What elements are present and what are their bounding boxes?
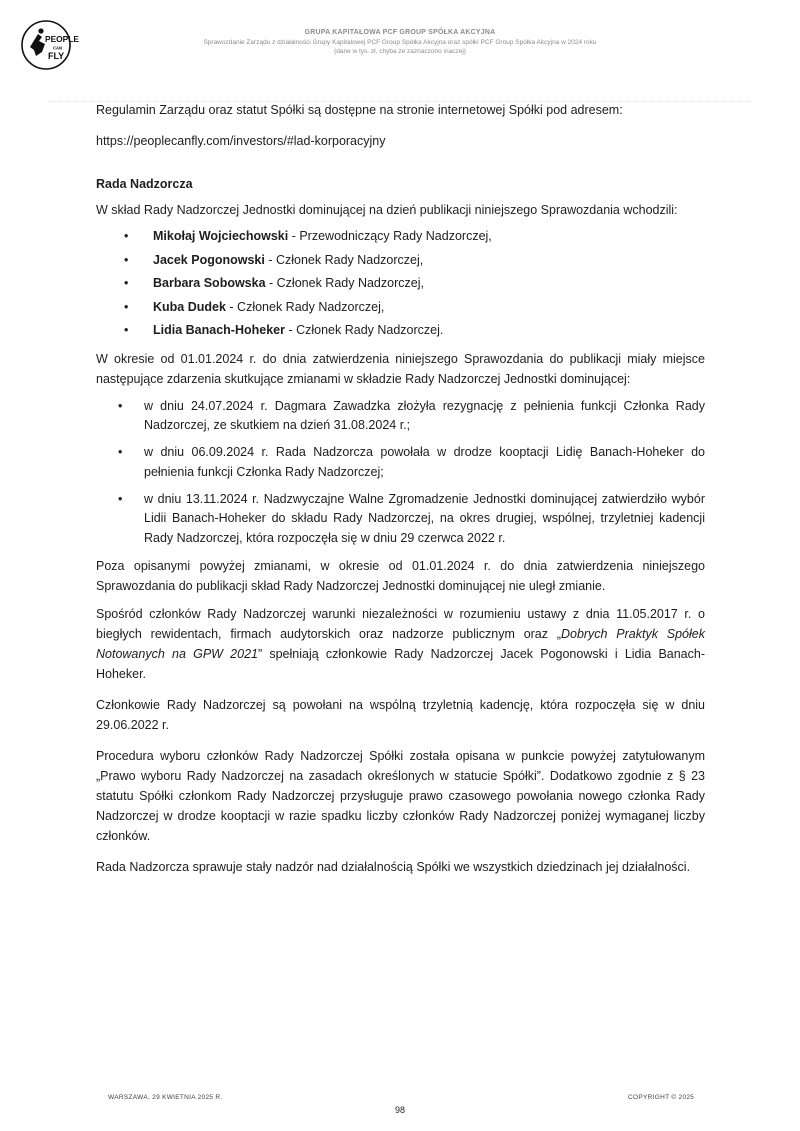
people-can-fly-logo — [21, 20, 79, 70]
bullet-icon: • — [118, 491, 123, 506]
member-role: - Członek Rady Nadzorczej, — [265, 276, 424, 290]
bullet-icon: • — [118, 398, 123, 413]
page-header — [0, 0, 800, 104]
bullet-icon: • — [124, 323, 129, 337]
member-role: - Członek Rady Nadzorczej, — [264, 252, 424, 267]
governance-url: https://peoplecanfly.com/investors/#lad-korporacyjny — [96, 134, 386, 148]
footer-date: WARSZAWA, 29 KWIETNIA 2025 R. — [108, 1094, 223, 1101]
member-name: Barbara Sobowska — [153, 276, 266, 290]
member-name: Lidia Banach-Hoheker — [153, 323, 285, 337]
list-item — [96, 249, 705, 273]
header-subtitle: Sprawozdanie Zarządu z działalności Grupy Kapitałowej PCF Group Spółka Akcyjna oraz spółki PCF Group Spółka Akcyjna w 2024 roku — [203, 39, 597, 46]
board-members-list — [96, 225, 705, 343]
page-number: 98 — [394, 1105, 405, 1115]
list-item — [96, 225, 705, 249]
member-name: Jacek Pogonowski — [153, 252, 265, 267]
list-item — [96, 319, 705, 343]
bullet-icon: • — [124, 252, 129, 267]
supervision-paragraph: Rada Nadzorcza sprawuje stały nadzór nad działalnością Spółki we wszystkich dziedzinach jej działalności. — [96, 860, 691, 875]
svg-text:PEOPLE: PEOPLE — [45, 34, 79, 44]
header-note: (dane w tys. zł, chyba że zaznaczono inaczej) — [334, 48, 466, 55]
event-text: w dniu 06.09.2024 r. Rada Nadzorcza powołała w drodze kooptacji Lidię Banach-Hoheker do pełnienia funkcji Członka Rady Nadzorczej; — [144, 445, 705, 479]
changes-intro: W okresie od 01.01.2024 r. do dnia zatwierdzenia niniejszego Sprawozdania do publikacji miały miejsce następujące zdarzenia skutkujące zmianami w składzie Rady Nadzorczej Jednostki dominującej: — [96, 351, 705, 386]
header-title: GRUPA KAPITAŁOWA PCF GROUP SPÓŁKA AKCYJNA — [304, 29, 496, 36]
list-item — [96, 443, 705, 483]
bullet-icon: • — [124, 229, 129, 243]
member-name: Mikołaj Wojciechowski — [153, 229, 289, 243]
changes-list — [96, 397, 705, 550]
intro-paragraph: Regulamin Zarządu oraz statut Spółki są dostępne na stronie internetowej Spółki pod adresem: — [96, 103, 623, 117]
bullet-icon: • — [118, 445, 123, 460]
list-item — [96, 272, 705, 296]
list-item — [96, 296, 705, 320]
independence-text: Spośród członków Rady Nadzorczej warunki niezależności w rozumieniu ustawy z dnia 11.05.2017 r. o biegłych rewidentach, firmach audytorskich oraz nadzorze publicznym oraz „ — [96, 607, 705, 642]
member-role: - Przewodniczący Rady Nadzorczej, — [288, 229, 492, 243]
bullet-icon: • — [124, 276, 129, 290]
header-text — [150, 28, 650, 56]
svg-text:FLY: FLY — [48, 51, 65, 61]
independence-text-end: ” spełniają członkowie Rady Nadzorczej Jacek Pogonowski i Lidia Banach-Hoheker. — [96, 647, 705, 682]
good-practices-title: Dobrych Praktyk Spółek Notowanych na GPW 2021 — [96, 627, 705, 662]
member-role: - Członek Rady Nadzorczej, — [225, 299, 385, 314]
document-body — [96, 100, 705, 877]
procedure-paragraph: Procedura wyboru członków Rady Nadzorczej Spółki została opisana w punkcie powyżej zatytułowanym „Prawo wyboru Rady Nadzorczej na zasadach określonych w statucie Spółki”. Dodatkowo zgodnie z § 23 statutu Spółki członkom Rady Nadzorczej przysługuje prawo czasowego powołania nowego członka Rady Nadzorczej w drodze kooptacji w razie spadku liczby członków Rady Nadzorczej poniżej wymaganej liczby członków. — [96, 749, 705, 844]
event-text: w dniu 24.07.2024 r. Dagmara Zawadzka złożyła rezygnację z pełnienia funkcji Członka Rady Nadzorczej, ze skutkiem na dzień 31.08.2024 r.; — [144, 398, 705, 433]
member-name: Kuba Dudek — [153, 299, 226, 314]
term-paragraph: Członkowie Rady Nadzorczej są powołani na wspólną trzyletnią kadencję, która rozpoczęła się w dniu 29.06.2022 r. — [96, 698, 705, 733]
bullet-icon: • — [124, 299, 129, 314]
member-role: - Członek Rady Nadzorczej. — [284, 323, 444, 337]
event-text: w dniu 13.11.2024 r. Nadzwyczajne Walne Zgromadzenie Jednostki dominującej zatwierdziło wybór Lidii Banach-Hoheker do składu Rady Nadzorczej, na okres drugiej, wspólnej, trzyletniej kadencji Rady Nadzorczej, która rozpoczęła się w dniu 29 czerwca 2022 r. — [144, 491, 705, 546]
section-heading: Rada Nadzorcza — [96, 177, 193, 191]
list-item — [96, 397, 705, 437]
no-change-paragraph: Poza opisanymi powyżej zmianami, w okresie od 01.01.2024 r. do dnia zatwierdzenia niniejszego Sprawozdania do publikacji skład Rady Nadzorczej Jednostki dominującej nie uległ zmianie. — [96, 559, 705, 594]
list-item — [96, 490, 705, 549]
svg-text:CAN: CAN — [53, 45, 63, 51]
composition-intro: W skład Rady Nadzorczej Jednostki dominującej na dzień publikacji niniejszego Sprawozdania wchodzili: — [96, 203, 678, 217]
footer-copyright: COPYRIGHT © 2025 — [628, 1094, 695, 1101]
independence-paragraph — [96, 604, 705, 684]
